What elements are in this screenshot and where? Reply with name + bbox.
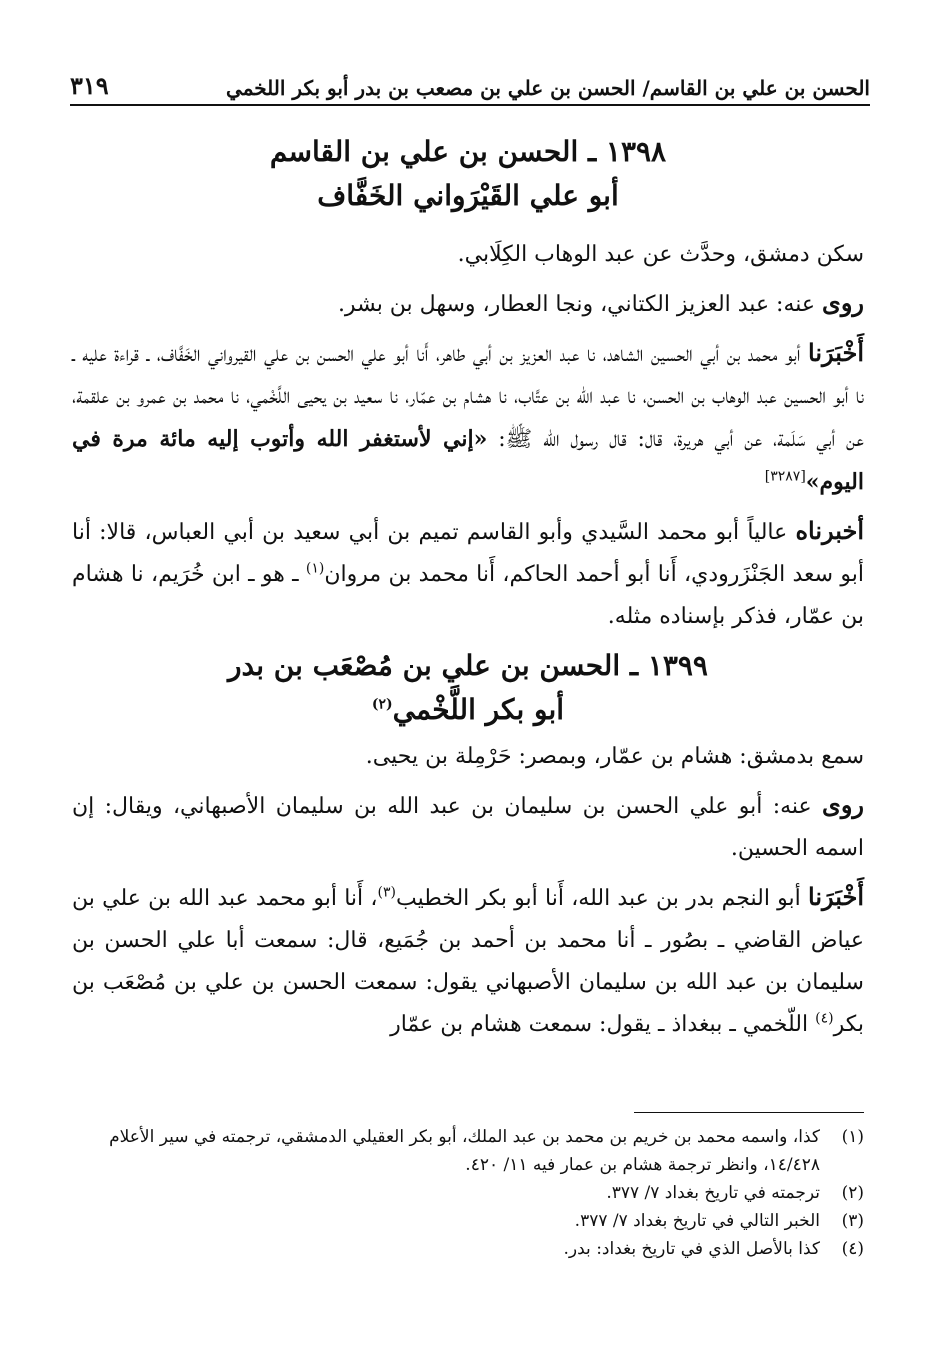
footnote: [72, 1123, 864, 1179]
paragraph-text: اللّخمي ـ ببغداذ ـ يقول: سمعت هشام بن عمّار: [390, 1012, 816, 1037]
footnote: [72, 1207, 864, 1235]
lead-word: روى: [822, 790, 864, 819]
footnote-number: (١): [841, 1127, 864, 1147]
lead-word: روى: [822, 288, 864, 317]
footnote-text: كذا، واسمه محمد بن خريم بن محمد بن عبد الملك، أبو بكر العقيلي الدمشقي، ترجمته في سير الأعلام ١٤/٤٢٨، وانظر ترجمة هشام بن عمار فيه ١١/ ٤٢٠.: [109, 1127, 820, 1175]
paragraph-text: ـ هو ـ ابن خُرَيم، نا هشام بن عمّار، فذكر بإسناده مثله.: [72, 562, 864, 629]
paragraph: سكن دمشق، وحدَّث عن عبد الوهاب الكِلَابي.: [457, 242, 864, 267]
page-header: [70, 60, 870, 106]
hadith-text: «إني لأستغفر الله وأتوب إليه مائة مرة في اليوم»: [72, 426, 864, 495]
paragraph: [72, 282, 864, 326]
footnote-number: (٣): [841, 1211, 864, 1231]
paragraph-text: عالياً أبو محمد السَّيدي وأبو القاسم تميم بن أبي سعيد بن أبي العباس، قالا: أنا أبو سعد الجَنْزَرودي، أَنا أبو أحمد الحاكم، أَنا محمد بن مروان: [72, 520, 864, 587]
footnote-marker: (١): [305, 560, 325, 577]
paragraph: [72, 876, 864, 1046]
paragraph-text: ، أَنا أبو محمد عبد الله بن علي بن عياض القاضي ـ بصُور ـ أنا محمد بن أحمد بن جُمَيع، قال: سمعت أبا علي الحسن بن سليمان بن عبد الله بن سليمان الأصبهاني يقول: سمعت الحسن بن علي بن مُصْعَب بن بكر: [72, 886, 864, 1037]
footnote-text: كذا بالأصل الذي في تاريخ بغداد: بدر.: [563, 1239, 820, 1259]
footnote-marker: (٤): [815, 1010, 834, 1027]
paragraph: [72, 510, 864, 638]
footnote-text: الخبر التالي في تاريخ بغداد ٧/ ٣٧٧.: [574, 1211, 820, 1231]
main-text: [72, 130, 864, 1052]
footnote-divider: [634, 1112, 864, 1113]
lead-word: أَخْبَرَنا: [808, 338, 864, 367]
footnote-text: ترجمته في تاريخ بغداد ٧/ ٣٧٧.: [606, 1183, 820, 1203]
footnote-marker: (٣): [377, 884, 396, 901]
page-number: ٣١٩: [70, 71, 109, 100]
paragraph: [72, 332, 864, 504]
paragraph-text: عنه: عبد العزيز الكتاني، ونجا العطار، وسهل بن بشر.: [337, 292, 823, 317]
hadith-reference: [٣٢٨٧]: [764, 468, 806, 485]
entry-subtitle-1399: [72, 688, 864, 732]
footnote: [72, 1235, 864, 1263]
entry-title-1398: ١٣٩٨ ـ الحسن بن علي بن القاسم: [269, 135, 667, 168]
running-head: الحسن بن علي بن القاسم/ الحسن بن علي بن مصعب بن بدر أبو بكر اللخمي: [226, 76, 870, 100]
paragraph-text: أبو محمد بن أبي الحسين الشاهد، نا عبد العزيز بن أبي طاهر، أَنا أبو علي الحسن بن علي القيرواني الخَفَّاف، ـ قراءة عليه ـ نا أبو الحسين عبد الوهاب بن الحسن، نا عبد الله بن عتَّاب، نا هشام بن عمّار، نا سعيد بن يحيى اللَّخْمي، نا محمد بن عمرو بن علقمة، عن أبي سَلَمة، عن أبي هريرة، قال: قال رسول الله ﷺ:: [72, 342, 864, 452]
paragraph: سمع بدمشق: هشام بن عمّار، وبمصر: حَرْمِلة بن يحيى.: [365, 744, 864, 769]
entry-title-1399: ١٣٩٩ ـ الحسن بن علي بن مُصْعَب بن بدر: [228, 649, 708, 682]
paragraph: [72, 784, 864, 870]
footnote-number: (٢): [841, 1183, 864, 1203]
lead-word: أَخْبَرَنا: [808, 882, 864, 911]
paragraph-text: أبو النجم بدر بن عبد الله، أَنا أبو بكر الخطيب: [395, 886, 809, 911]
footnotes: [72, 1112, 864, 1263]
footnote-number: (٤): [841, 1239, 864, 1259]
entry-subtitle-1398: أبو علي القَيْرَواني الخَفَّاف: [317, 179, 619, 212]
footnote: [72, 1179, 864, 1207]
lead-word: أخبرناه: [795, 516, 864, 545]
paragraph-text: عنه: أبو علي الحسن بن سليمان بن عبد الله بن سليمان الأصبهاني، ويقال: إن اسمه الحسين.: [72, 794, 864, 861]
footnote-marker: (٢): [371, 696, 393, 713]
entry-subtitle-text: أبو بكر اللَّخْمي: [392, 693, 565, 726]
